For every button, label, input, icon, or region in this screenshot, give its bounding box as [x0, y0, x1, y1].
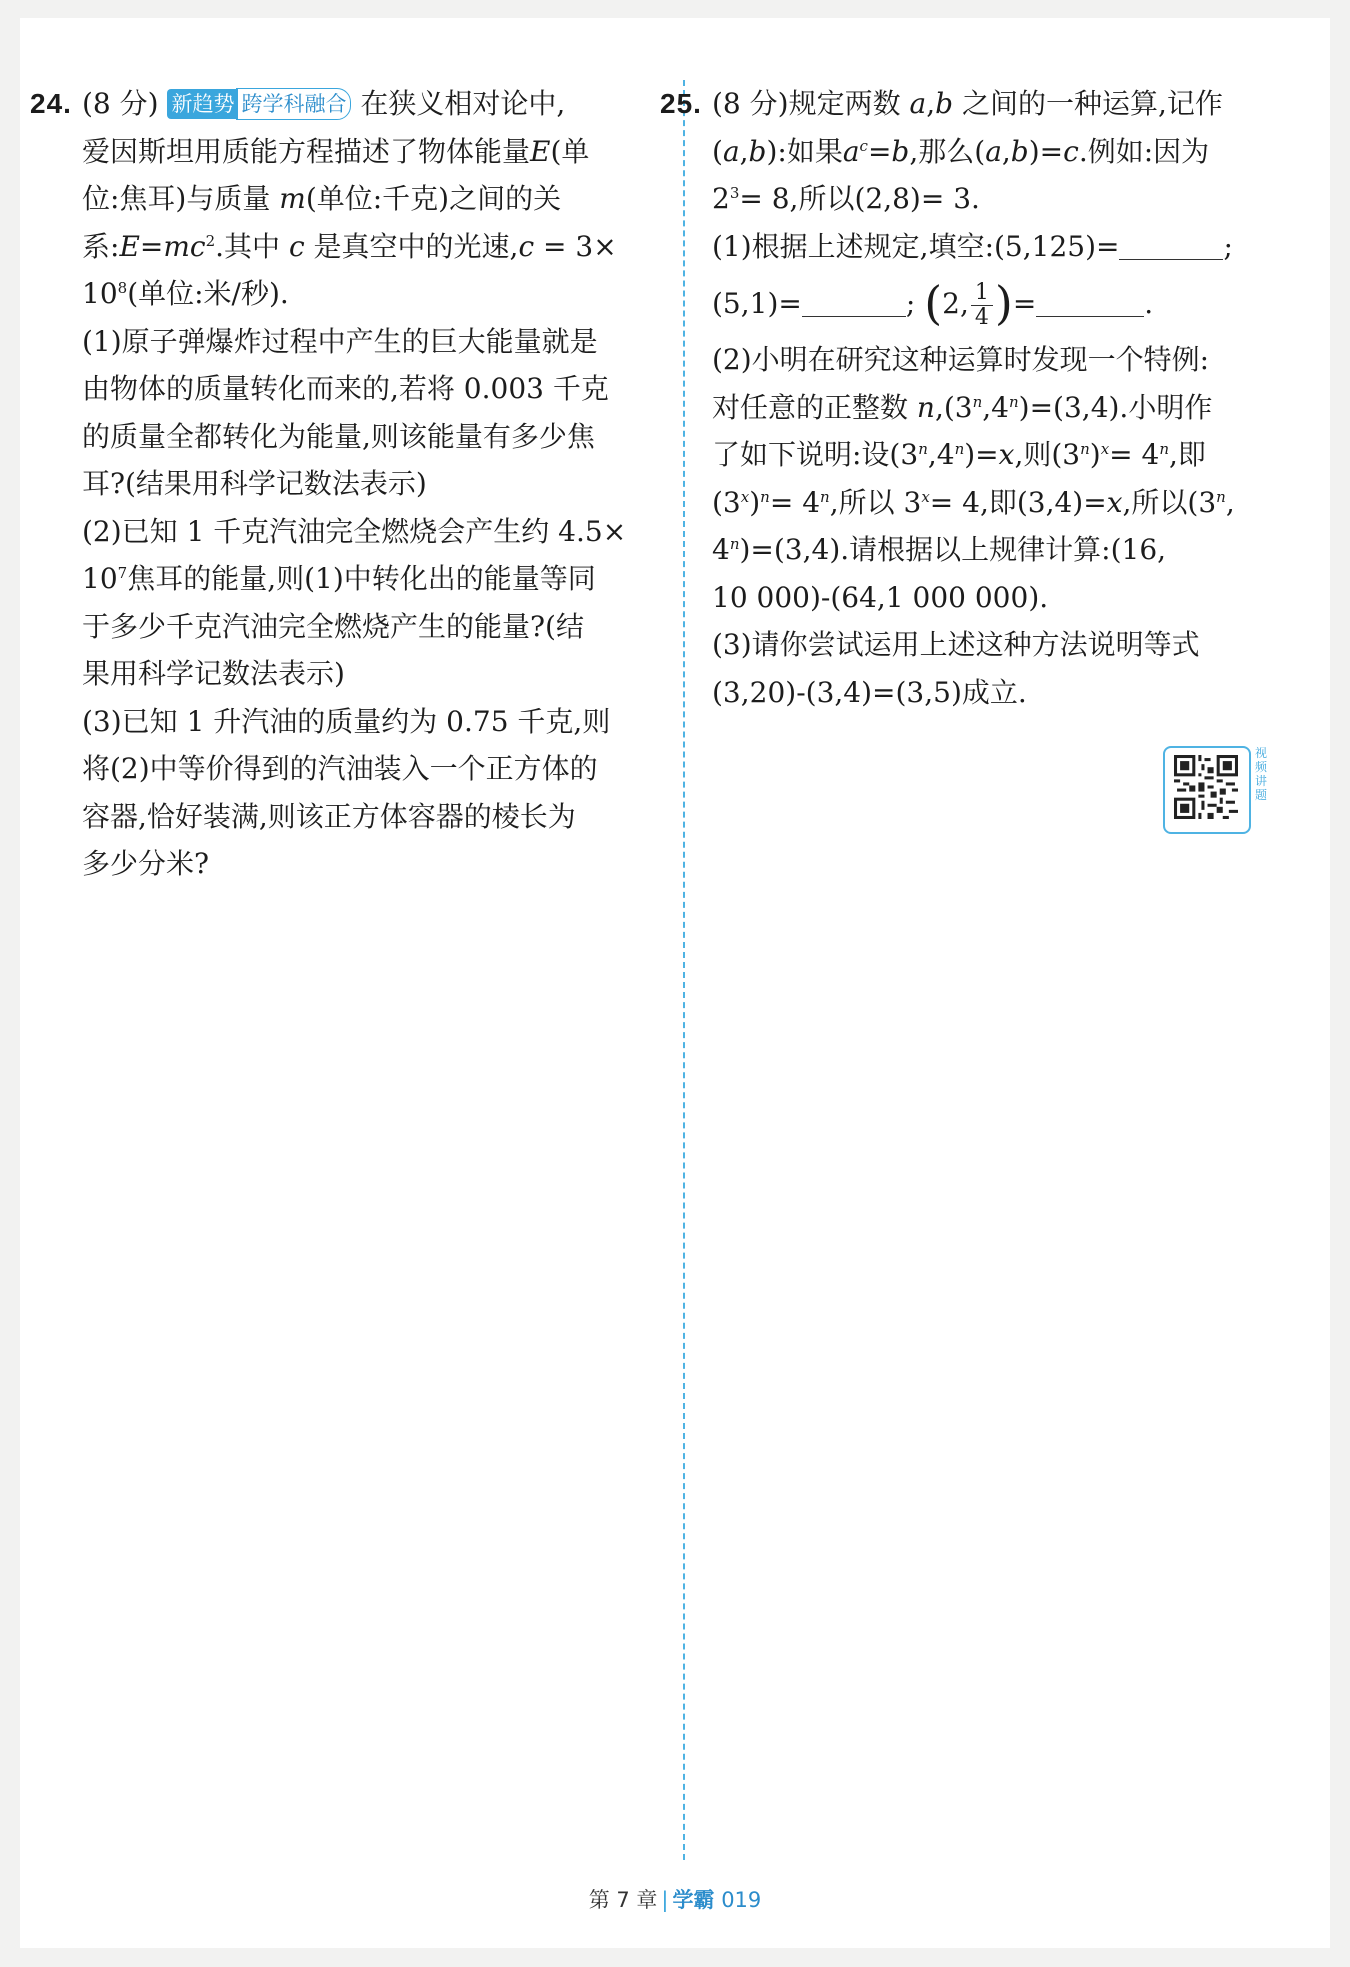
q25-part2-line-1: (2)小明在研究这种运算时发现一个特例: — [712, 343, 1210, 376]
answer-blank — [1119, 229, 1223, 260]
trend-tag: 新趋势 — [167, 89, 238, 119]
q25-line-2: (a,b):如果$a^c=b$,那么(a,b)=c.例如:因为 — [712, 134, 1210, 168]
question-number: 24. — [30, 88, 72, 119]
page-number: 019 — [721, 1888, 762, 1912]
q25-part1-line-2: (5,1)= ; (2, $\frac{1}{4}$ )= . — [712, 276, 1154, 330]
q24-line-5: $10^8$(单位:米/秒). — [82, 277, 289, 310]
page — [20, 18, 1330, 1948]
q25-part2-line-5: $4^n)=(3,4)$.请根据以上规律计算:(16, — [712, 533, 1167, 566]
qr-video-label: 视频讲题 — [1254, 746, 1267, 802]
q24-part1-line-3: 的质量全都转化为能量,则该能量有多少焦 — [82, 419, 595, 453]
q25-part2-line-6: 10 000)-(64,1 000 000). — [712, 580, 1049, 614]
qr-code[interactable] — [1163, 746, 1251, 834]
q24-part2-line-2: $10^7$焦耳的能量,则(1)中转化出的能量等同 — [82, 562, 596, 595]
q25-part3-line-2: (3,20)-(3,4)=(3,5)成立. — [712, 675, 1027, 709]
q24-line-3: 位:焦耳)与质量 m(单位:千克)之间的关 — [82, 182, 562, 215]
q24-part2-line-4: 果用科学记数法表示) — [82, 657, 345, 690]
q25-part1-line-1: (1)根据上述规定,填空:(5,125)= ; — [712, 229, 1233, 263]
answer-blank — [1036, 286, 1144, 317]
q24-part3-line-2: 将(2)中等价得到的汽油装入一个正方体的 — [82, 752, 598, 785]
q24-part3-line-1: (3)已知 1 升汽油的质量约为 0.75 千克,则 — [82, 704, 611, 738]
question-24 — [30, 80, 682, 888]
q24-part1-line-1: (1)原子弹爆炸过程中产生的巨大能量就是 — [82, 324, 598, 358]
q25-line-3: $2^3= 8$,所以(2,8)= 3. — [712, 182, 980, 215]
q25-part3-line-1: (3)请你尝试运用上述这种方法说明等式 — [712, 628, 1200, 661]
page-footer: 第 7 章 | 学霸 019 — [588, 1888, 762, 1912]
q25-part2-line-3: 了如下说明:设$(3^n,4^n)=x$,则$(3^n)^x= 4^n$,即 — [712, 438, 1206, 471]
brand-name: 学霸 — [672, 1888, 715, 1912]
q25-part2-line-4: $(3^x)^n= 4^n$,所以 $3^x= 4$,即(3,4)=x,所以(3$^n$, — [712, 485, 1235, 519]
q24-line-4: 系$:E=mc^2$.其中 c 是真空中的光速,c = 3× — [82, 229, 617, 263]
question-25 — [660, 80, 1312, 716]
q24-part3-line-4: 多少分米? — [82, 847, 210, 880]
q24-line-1: 24. (8 分) 新趋势 跨学科融合 在狭义相对论中, — [82, 80, 682, 128]
q25-part2-line-2: 对任意的正整数 $n,(3^n,4^n)=(3,4)$.小明作 — [712, 390, 1213, 424]
q24-line-2: 爱因斯坦用质能方程描述了物体能量E(单 — [82, 134, 590, 168]
q24-part1-line-2: 由物体的质量转化而来的,若将 0.003 千克 — [82, 372, 609, 405]
fraction: $\frac{1}{4}$ — [971, 281, 993, 330]
column-divider — [683, 80, 685, 1860]
q24-part1-line-4: 耳?(结果用科学记数法表示) — [82, 467, 427, 500]
cross-discipline-tag: 跨学科融合 — [236, 88, 351, 120]
question-number: 25. — [660, 88, 702, 119]
q24-part3-line-3: 容器,恰好装满,则该正方体容器的棱长为 — [82, 799, 576, 833]
q24-part2-line-1: (2)已知 1 千克汽油完全燃烧会产生约 4.5× — [82, 514, 627, 548]
answer-blank — [802, 286, 906, 317]
q24-part2-line-3: 于多少千克汽油完全燃烧产生的能量?(结 — [82, 609, 584, 643]
qr-code-icon — [1174, 755, 1238, 819]
chapter-label: 第 7 章 — [588, 1888, 658, 1912]
q25-line-1: 25. (8 分)规定两数 a,b 之间的一种运算,记作 — [712, 80, 1312, 128]
